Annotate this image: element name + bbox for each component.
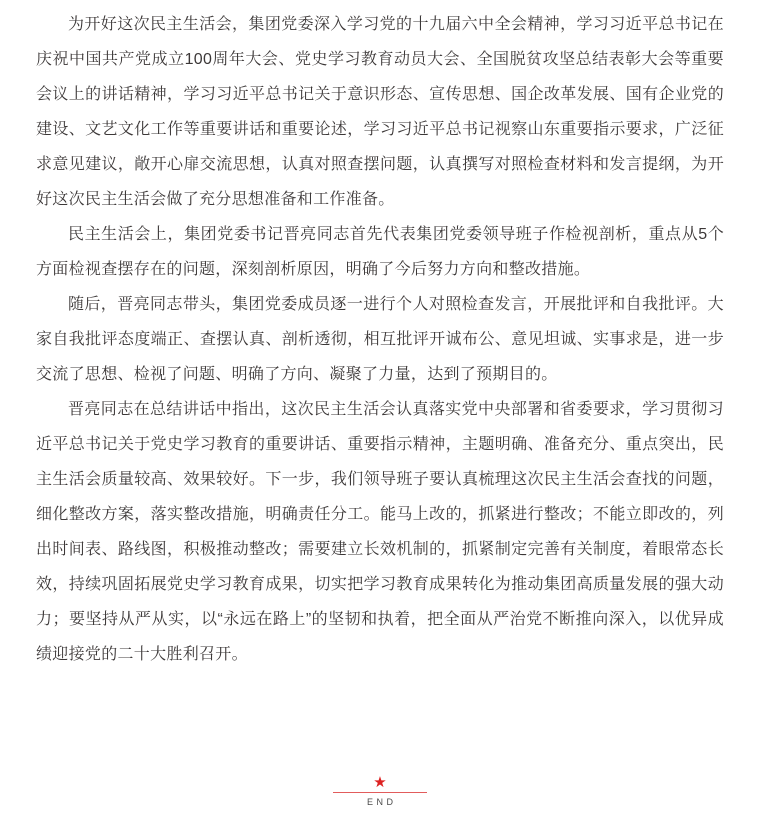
article-paragraph-1: 为开好这次民主生活会，集团党委深入学习党的十九届六中全会精神，学习习近平总书记在庆祝中国共产党成立100周年大会、党史学习教育动员大会、全国脱贫攻坚总结表彰大会等重要会议上的讲话精神，学习习近平总书记关于意识形态、宣传思想、国企改革发展、国有企业党的建设、文艺文化工作等重要讲话和重要论述，学习习近平总书记视察山东重要指示要求，广泛征求意见建议，敞开心扉交流思想，认真对照查摆问题，认真撰写对照检查材料和发言提纲，为开好这次民主生活会做了充分思想准备和工作准备。 <box>36 16 724 208</box>
article-paragraph-4: 晋亮同志在总结讲话中指出，这次民主生活会认真落实党中央部署和省委要求，学习贯彻习近平总书记关于党史学习教育的重要讲话、重要指示精神，主题明确、准备充分、重点突出，民主生活会质量较高、效果较好。下一步，我们领导班子要认真梳理这次民主生活会查找的问题，细化整改方案，落实整改措施，明确责任分工。能马上改的，抓紧进行整改；不能立即改的，列出时间表、路线图，积极推动整改；需要建立长效机制的，抓紧制定完善有关制度，着眼常态长效，持续巩固拓展党史学习教育成果，切实把学习教育成果转化为推动集团高质量发展的强大动力；要坚持从严从实，以“永远在路上”的坚韧和执着，把全面从严治党不断推向深入，以优异成绩迎接党的二十大胜利召开。 <box>36 401 724 663</box>
divider-line <box>333 792 427 793</box>
end-label: END <box>366 797 397 807</box>
star-icon: ★ <box>373 774 387 791</box>
article-body <box>36 7 724 672</box>
end-divider <box>36 776 724 807</box>
article-paragraph-3: 随后，晋亮同志带头，集团党委成员逐一进行个人对照检查发言，开展批评和自我批评。大家自我批评态度端正、查摆认真、剖析透彻，相互批评开诚布公、意见坦诚、实事求是，进一步交流了思想、检视了问题、明确了方向、凝聚了力量，达到了预期目的。 <box>36 296 724 383</box>
article-paragraph-2: 民主生活会上，集团党委书记晋亮同志首先代表集团党委领导班子作检视剖析，重点从5个方面检视查摆存在的问题，深刻剖析原因，明确了今后努力方向和整改措施。 <box>36 226 724 278</box>
